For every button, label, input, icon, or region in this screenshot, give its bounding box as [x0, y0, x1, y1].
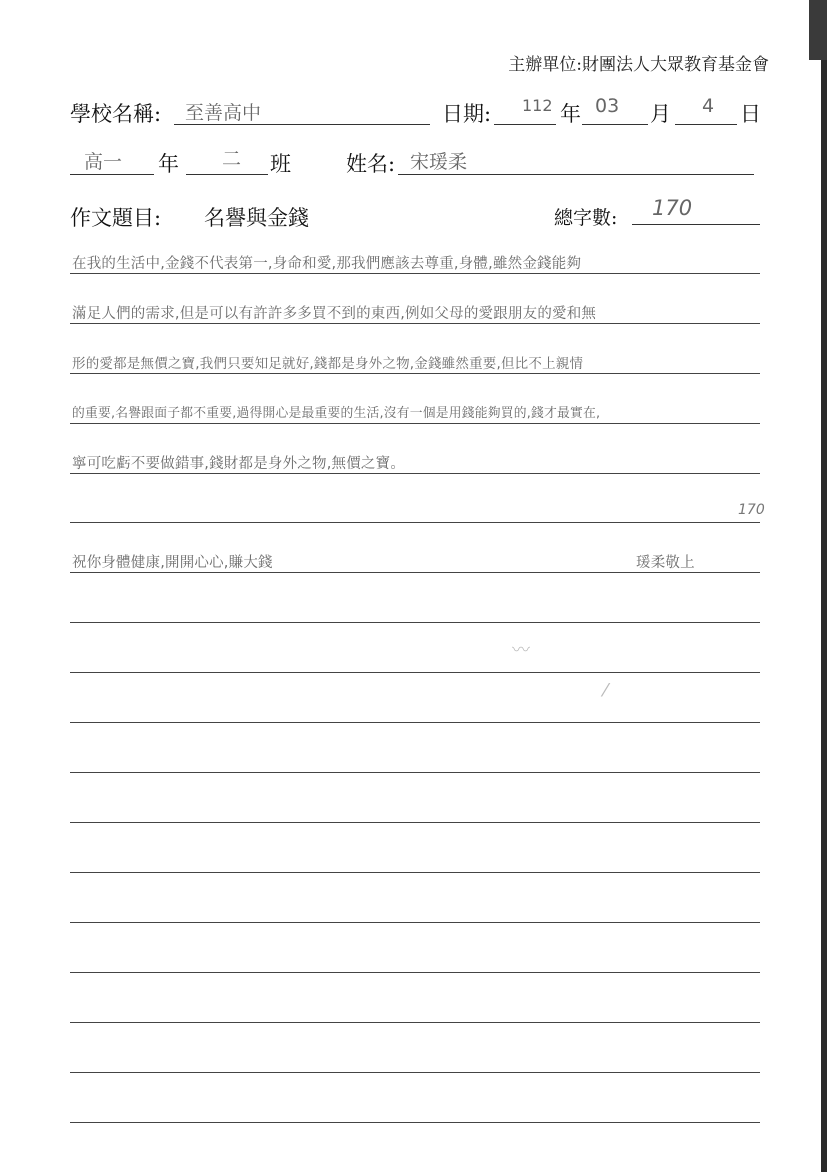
- date-month: 03: [595, 95, 620, 117]
- ruled-line: [70, 722, 760, 723]
- month-underline: [582, 124, 648, 125]
- name-value: 宋瑗柔: [410, 151, 468, 173]
- essay-line-1: 在我的生活中,金錢不代表第一,身命和愛,那我們應該去尊重,身體,雖然金錢能夠: [72, 256, 582, 272]
- organizer-text: 主辦單位:財團法人大眾教育基金會: [508, 55, 769, 75]
- wordcount-value: 170: [652, 196, 693, 220]
- class-underline: [186, 174, 268, 175]
- school-value: 至善高中: [185, 102, 262, 124]
- grade-underline: [70, 174, 154, 175]
- name-label: 姓名:: [346, 152, 396, 176]
- closing-line: 祝你身體健康,開開心心,賺大錢: [72, 555, 273, 571]
- ruled-line: [70, 772, 760, 773]
- school-label: 學校名稱:: [70, 102, 162, 126]
- date-year: 112: [522, 96, 553, 115]
- scan-corner: [809, 0, 827, 60]
- essay-line-5: 寧可吃虧不要做錯事,錢財都是身外之物,無價之寶。: [72, 456, 406, 472]
- topic-value: 名譽與金錢: [204, 206, 309, 230]
- scan-smudge: ⁄: [604, 680, 608, 701]
- ruled-line: [70, 273, 760, 274]
- date-day: 4: [702, 95, 715, 117]
- day-label: 日: [740, 102, 761, 126]
- ruled-line: [70, 922, 760, 923]
- class-value: 二: [222, 148, 242, 170]
- ruled-line: [70, 373, 760, 374]
- ruled-line: [70, 822, 760, 823]
- ruled-line: [70, 522, 760, 523]
- ruled-line: [70, 972, 760, 973]
- year-label: 年: [560, 102, 581, 126]
- ruled-line: [70, 1122, 760, 1123]
- class-label: 班: [270, 152, 291, 176]
- year-underline: [494, 124, 556, 125]
- ruled-line: [70, 323, 760, 324]
- teacher-score-mark: 170: [738, 502, 765, 518]
- ruled-line: [70, 473, 760, 474]
- ruled-line: [70, 572, 760, 573]
- grade-value: 高一: [84, 151, 123, 173]
- month-label: 月: [650, 102, 671, 126]
- ruled-line: [70, 622, 760, 623]
- name-underline: [398, 174, 754, 175]
- ruled-line: [70, 1072, 760, 1073]
- ruled-line: [70, 423, 760, 424]
- ruled-line: [70, 1022, 760, 1023]
- ruled-line: [70, 872, 760, 873]
- signature: 瑗柔敬上: [636, 555, 695, 571]
- scan-edge: [821, 0, 827, 1172]
- wordcount-underline: [632, 224, 760, 225]
- essay-line-2: 滿足人們的需求,但是可以有許許多多買不到的東西,例如父母的愛跟朋友的愛和無: [72, 306, 597, 322]
- day-underline: [675, 124, 737, 125]
- wordcount-label: 總字數:: [554, 207, 618, 229]
- scan-smudge: 〰: [512, 640, 530, 661]
- essay-line-4: 的重要,名譽跟面子都不重要,過得開心是最重要的生活,沒有一個是用錢能夠買的,錢才最實在,: [72, 406, 601, 421]
- date-label: 日期:: [442, 102, 492, 126]
- essay-line-3: 形的愛都是無價之寶,我們只要知足就好,錢都是身外之物,金錢雖然重要,但比不上親情: [72, 356, 584, 372]
- grade-label: 年: [158, 152, 179, 176]
- topic-label: 作文題目:: [70, 206, 162, 230]
- ruled-line: [70, 672, 760, 673]
